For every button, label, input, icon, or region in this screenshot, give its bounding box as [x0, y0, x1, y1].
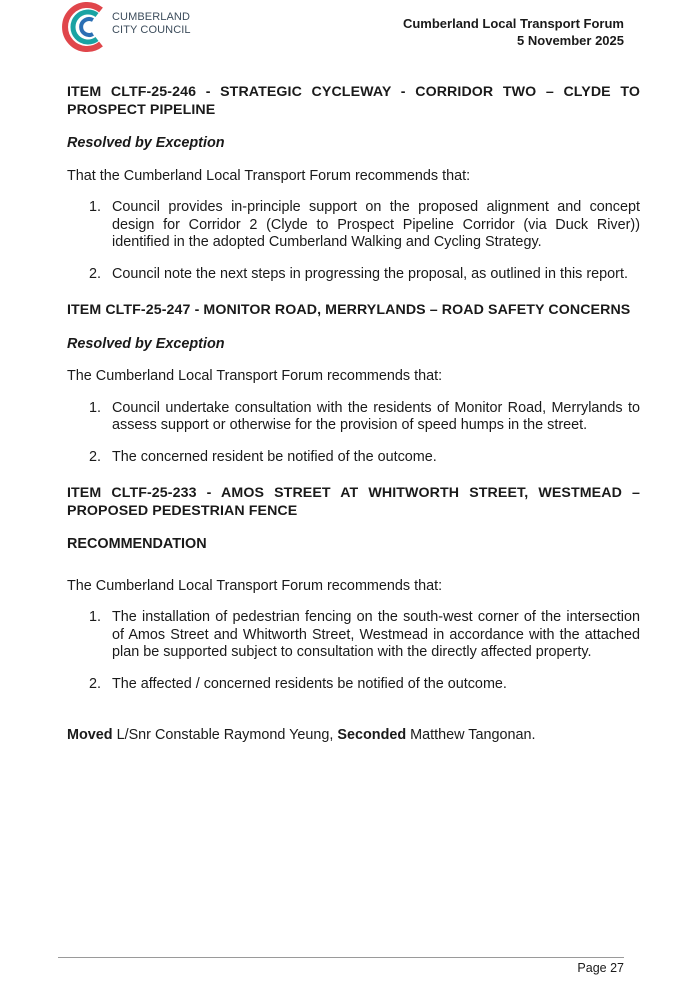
item-section: [67, 84, 640, 283]
recommendation-item: [67, 449, 640, 467]
recommendation-text: The installation of pedestrian fencing on the south-west corner of the intersection of Amos Street and Whitworth Street, Westmead in accordance with the attached plan be supported subject to consultation with the directly affected property.: [112, 609, 640, 660]
item-title: ITEM CLTF-25-246 - STRATEGIC CYCLEWAY - CORRIDOR TWO – CLYDE TO PROSPECT PIPELINE: [67, 84, 640, 118]
list-number: 2.: [89, 265, 102, 282]
resolution-heading: Resolved by Exception: [67, 135, 225, 151]
recommendation-list: [67, 400, 640, 467]
item-section: [67, 302, 640, 466]
resolution-heading: Resolved by Exception: [67, 335, 225, 352]
footer-divider: [58, 957, 624, 958]
list-number: 2.: [89, 675, 102, 692]
recommendation-intro: The Cumberland Local Transport Forum recommends that:: [67, 368, 443, 384]
logo-line-2: CITY COUNCIL: [112, 24, 191, 36]
meeting-date: 5 November 2025: [517, 32, 624, 48]
logo-line-1: CUMBERLAND: [112, 11, 191, 23]
list-number: 1.: [89, 199, 102, 215]
council-logo: [60, 0, 220, 56]
item-title: ITEM CLTF-25-247 - MONITOR ROAD, MERRYLANDS – ROAD SAFETY CONCERNS: [67, 302, 631, 318]
mover-name: L/Snr Constable Raymond Yeung,: [112, 727, 338, 743]
recommendation-text: The concerned resident be notified of the outcome.: [112, 448, 437, 465]
moved-seconded-line: [67, 727, 640, 745]
recommendation-item: [67, 609, 640, 662]
document-body: [67, 84, 640, 745]
council-logo-mark-icon: [60, 0, 110, 54]
recommendation-intro: That the Cumberland Local Transport Forum recommends that:: [67, 167, 471, 184]
item-section: [67, 485, 640, 693]
list-number: 2.: [89, 448, 102, 465]
moved-label: Moved: [67, 727, 113, 743]
recommendation-item: [67, 266, 640, 284]
recommendation-text: Council provides in-principle support on the proposed alignment and concept design for Corridor 2 (Clyde to Prospect Pipeline Corridor (via Duck River)) identified in the adopted Cumberland Walking and Cycling Strategy.: [112, 199, 640, 250]
council-logo-text: [112, 11, 191, 37]
forum-title: Cumberland Local Transport Forum: [402, 16, 624, 31]
recommendation-text: The affected / concerned residents be notified of the outcome.: [112, 675, 507, 692]
recommendation-item: [67, 199, 640, 252]
recommendation-list: [67, 199, 640, 283]
seconder-name: Matthew Tangonan.: [406, 727, 536, 743]
recommendation-text: Council note the next steps in progressing the proposal, as outlined in this report.: [112, 265, 628, 282]
list-number: 1.: [89, 609, 102, 625]
document-header: [403, 16, 624, 49]
recommendation-intro: The Cumberland Local Transport Forum recommends that:: [67, 577, 443, 594]
recommendation-text: Council undertake consultation with the residents of Monitor Road, Merrylands to assess support or otherwise for the provision of speed humps in the street.: [112, 399, 640, 433]
list-number: 1.: [89, 399, 102, 416]
seconded-label: Seconded: [337, 727, 407, 743]
item-title: ITEM CLTF-25-233 - AMOS STREET AT WHITWORTH STREET, WESTMEAD – PROPOSED PEDESTRIAN FENCE: [67, 485, 640, 519]
recommendation-list: [67, 609, 640, 693]
page-number: Page 27: [577, 961, 624, 975]
recommendation-heading: RECOMMENDATION: [67, 536, 207, 552]
recommendation-item: [67, 400, 640, 435]
recommendation-item: [67, 676, 640, 694]
